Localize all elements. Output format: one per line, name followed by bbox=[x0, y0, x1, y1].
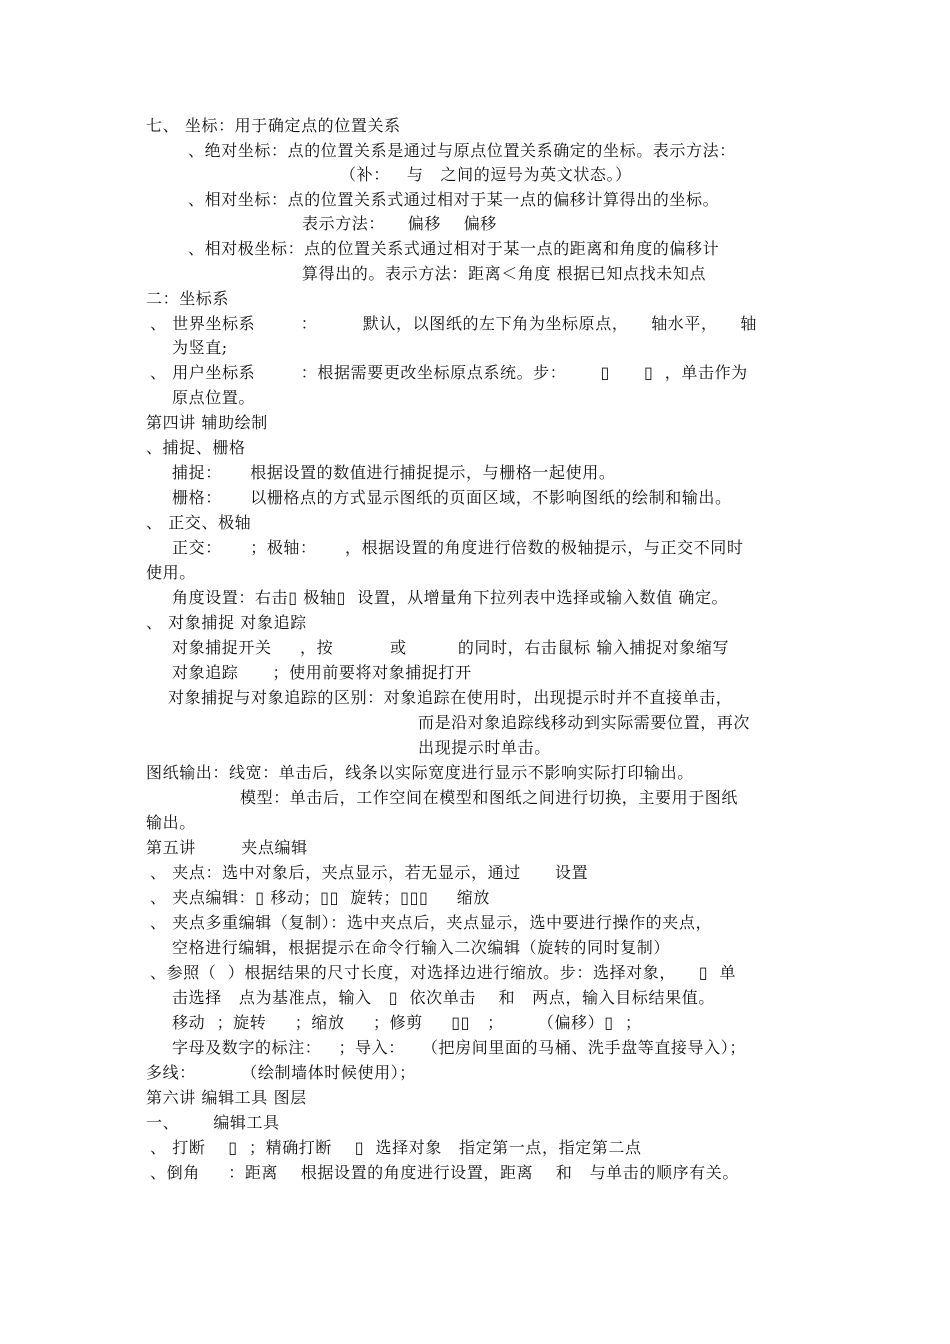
text-line: 、 夹点多重编辑（复制）：选中夹点后，夹点显示，选中要进行操作的夹点， bbox=[150, 913, 713, 932]
text-line: 对象追踪 ；使用前要将对象捕捉打开 bbox=[172, 663, 472, 682]
text-line: 击选择 点为基准点，输入 ▯ 依次单击 和 两点，输入目标结果值。 bbox=[172, 988, 715, 1007]
text-line: 捕捉： 根据设置的数值进行捕捉提示，与栅格一起使用。 bbox=[172, 463, 616, 482]
text-line: （补： 与 之间的逗号为英文状态。） bbox=[340, 165, 632, 184]
text-line: 、 夹点编辑：▯ 移动；▯▯ 旋转；▯▯▯ 缩放 bbox=[150, 888, 491, 907]
text-line: 、 世界坐标系 ： 默认，以图纸的左下角为坐标原点， 轴水平， 轴 bbox=[150, 314, 757, 333]
section-heading: 第四讲 辅助绘制 bbox=[146, 413, 268, 432]
text-line: 、 夹点：选中对象后，夹点显示，若无显示，通过 设置 bbox=[150, 863, 589, 882]
text-line: 而是沿对象追踪线移动到实际需要位置，再次 bbox=[418, 713, 751, 732]
section-heading: 一、 编辑工具 bbox=[146, 1113, 280, 1132]
text-line: 、 正交、极轴 bbox=[146, 513, 252, 532]
section-heading: 二：坐标系 bbox=[146, 289, 230, 308]
text-line: 使用。 bbox=[146, 563, 196, 582]
text-line: 为竖直; bbox=[172, 338, 228, 357]
text-line: 图纸输出：线宽：单击后，线条以实际宽度进行显示不影响实际打印输出。 bbox=[146, 763, 694, 782]
text-line: 原点位置。 bbox=[172, 388, 256, 407]
text-line: 字母及数字的标注： ；导入： （把房间里面的马桶、洗手盘等直接导入）； bbox=[172, 1038, 746, 1057]
text-line: 对象捕捉开关 ，按 或 的同时，右击鼠标 输入捕捉对象缩写 bbox=[172, 638, 730, 657]
text-line: 、 打断 ▯ ；精确打断 ▯ 选择对象 指定第一点，指定第二点 bbox=[150, 1138, 642, 1157]
text-line: 、相对极坐标：点的位置关系式通过相对于某一点的距离和角度的偏移计 bbox=[188, 239, 720, 258]
section-heading: 第六讲 编辑工具 图层 bbox=[146, 1088, 307, 1107]
text-line: 出现提示时单击。 bbox=[418, 738, 551, 757]
text-line: 算得出的。表示方法：距离＜角度 根据已知点找未知点 bbox=[302, 264, 707, 283]
text-line: 空格进行编辑，根据提示在命令行输入二次编辑（旋转的同时复制） bbox=[172, 938, 671, 957]
text-line: 、 对象捕捉 对象追踪 bbox=[146, 613, 307, 632]
text-line: 角度设置：右击▯ 极轴▯ 设置，从增量角下拉列表中选择或输入数值 确定。 bbox=[172, 588, 729, 607]
text-line: 、 用户坐标系 ：根据需要更改坐标原点系统。步： ▯ ▯ ，单击作为 bbox=[150, 363, 748, 382]
text-line: 模型：单击后，工作空间在模型和图纸之间进行切换，主要用于图纸 bbox=[240, 788, 739, 807]
text-line: 多线： （绘制墙体时候使用）； bbox=[146, 1063, 416, 1082]
text-line: 、相对坐标：点的位置关系式通过相对于某一点的偏移计算得出的坐标。 bbox=[188, 190, 720, 209]
text-line: 输出。 bbox=[146, 813, 196, 832]
text-line: 正交： ；极轴： ，根据设置的角度进行倍数的极轴提示，与正交不同时 bbox=[172, 538, 744, 557]
text-line: 栅格： 以栅格点的方式显示图纸的页面区域，不影响图纸的绘制和输出。 bbox=[172, 488, 732, 507]
text-line: 、参照（ ）根据结果的尺寸长度，对选择边进行缩放。步：选择对象， ▯ 单 bbox=[150, 963, 737, 982]
text-line: 、倒角 ：距离 根据设置的角度进行设置，距离 和 与单击的顺序有关。 bbox=[150, 1163, 739, 1182]
text-line: 对象捕捉与对象追踪的区别：对象追踪在使用时，出现提示时并不直接单击， bbox=[168, 688, 733, 707]
text-line: 、捕捉、栅格 bbox=[146, 438, 246, 457]
text-line: 、绝对坐标：点的位置关系是通过与原点位置关系确定的坐标。表示方法： bbox=[188, 141, 736, 160]
text-line: 表示方法： 偏移 偏移 bbox=[302, 214, 497, 233]
text-line: 移动 ；旋转 ；缩放 ；修剪 ▯▯ ； （偏移）▯ ； bbox=[172, 1013, 642, 1032]
section-heading: 第五讲 夹点编辑 bbox=[146, 838, 308, 857]
text-line: 七、 坐标：用于确定点的位置关系 bbox=[146, 116, 401, 135]
